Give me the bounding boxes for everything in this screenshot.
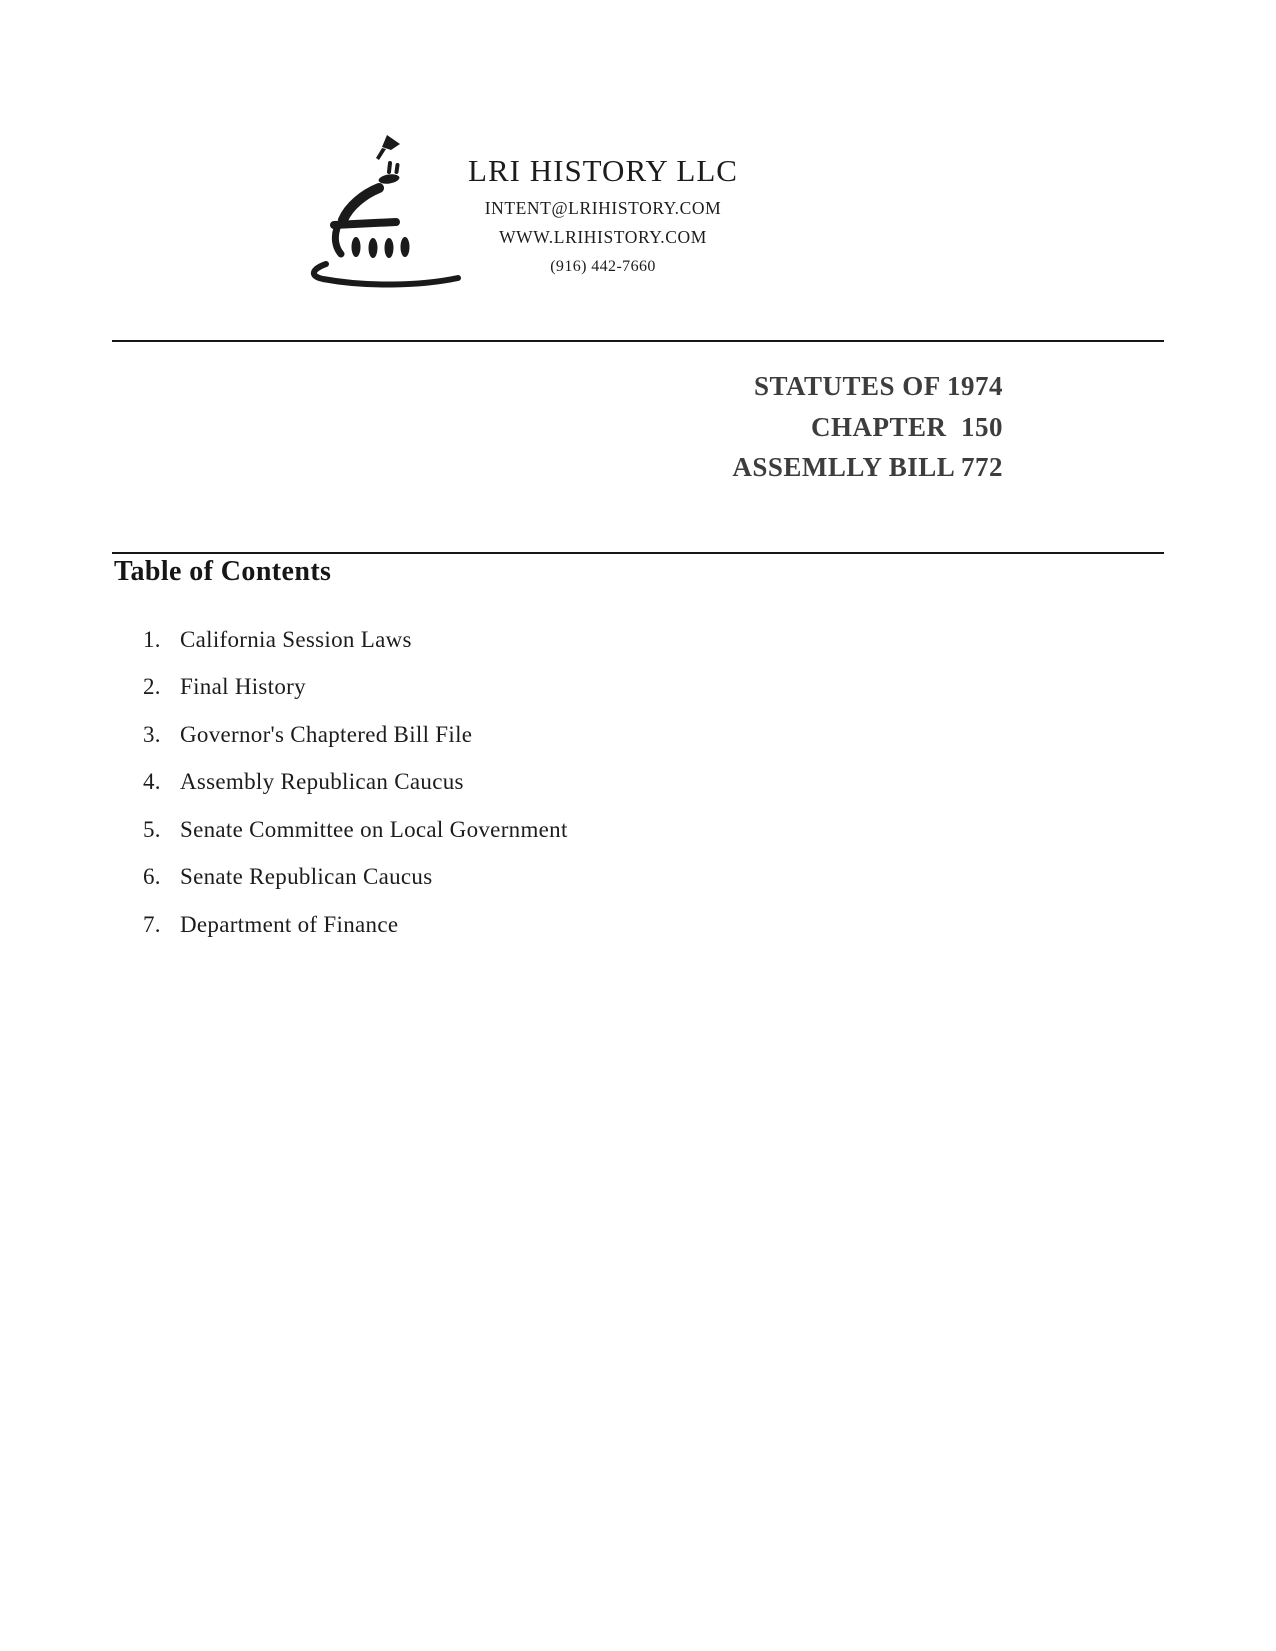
letterhead [420,148,786,281]
company-phone: (916) 442-7660 [550,258,656,275]
toc-item-label: Senate Committee on Local Government [180,816,568,842]
company-website: WWW.LRIHISTORY.COM [499,227,707,247]
toc-item-number: 5. [143,816,161,842]
toc-item-1 [143,616,843,664]
toc-heading: Table of Contents [114,556,332,587]
divider-top [112,340,1164,342]
toc-item-5 [143,806,843,854]
divider-bottom [112,552,1164,554]
toc-item-label: Department of Finance [180,911,399,937]
toc-item-2 [143,664,843,712]
statutes-line-2: CHAPTER 150 [810,411,1003,442]
toc-item-label: Final History [180,674,306,700]
toc-item-number: 2. [143,674,161,700]
company-email: INTENT@LRIHISTORY.COM [484,198,722,218]
toc-item-number: 1. [143,626,161,652]
toc-item-label: California Session Laws [180,626,412,652]
toc-item-number: 4. [143,769,161,795]
toc-item-6 [143,854,843,902]
statutes-heading [732,366,1003,488]
statutes-line-1: STATUTES OF 1974 [753,371,1003,401]
toc-item-3 [143,711,843,759]
toc-list [143,616,843,949]
company-name: LRI HISTORY LLC [468,153,738,188]
toc-item-number: 3. [143,721,161,747]
toc-item-4 [143,759,843,807]
toc-item-number: 7. [143,911,161,937]
toc-item-number: 6. [143,864,161,890]
toc-item-label: Governor's Chaptered Bill File [180,721,473,747]
toc-item-7 [143,901,843,949]
toc-item-label: Assembly Republican Caucus [180,769,464,795]
statutes-line-3: ASSEMLLY BILL 772 [732,452,1003,482]
toc-item-label: Senate Republican Caucus [180,864,433,890]
